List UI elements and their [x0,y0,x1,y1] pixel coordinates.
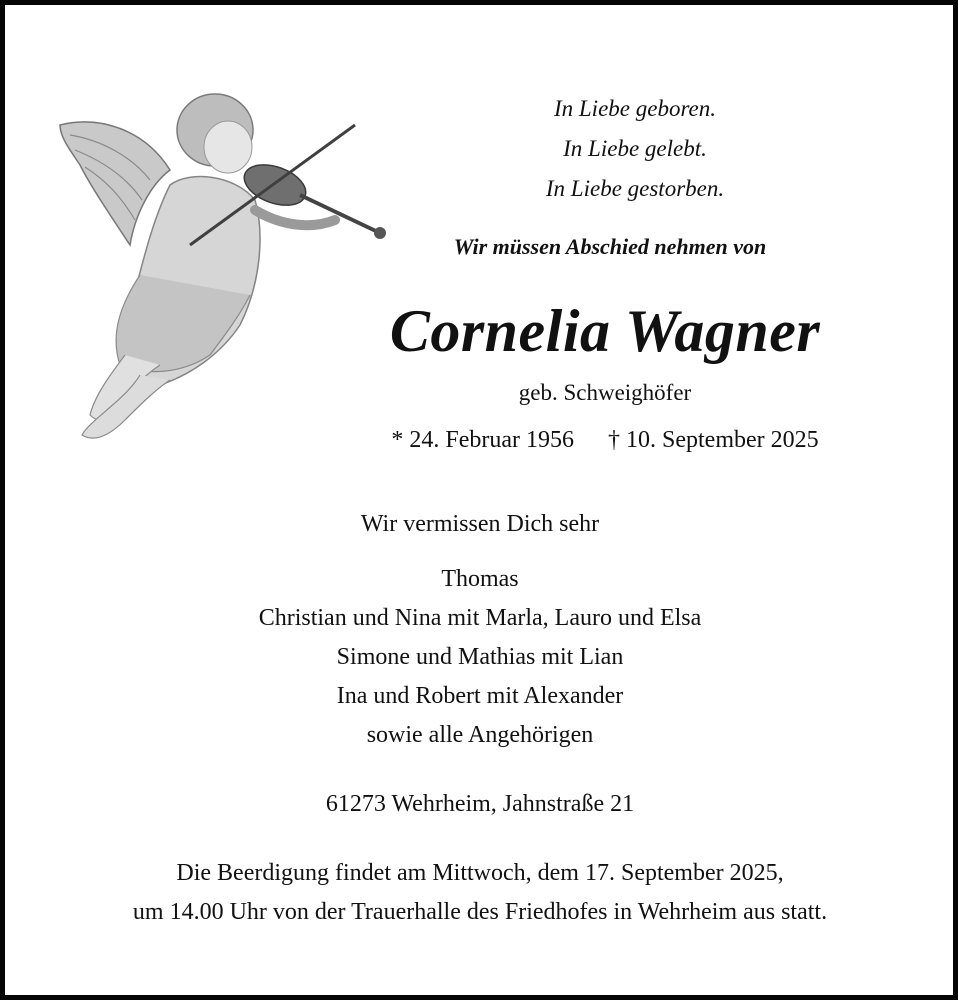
mourner-line: Simone und Mathias mit Lian [336,644,624,670]
angel-violin-illustration [50,75,390,445]
address: 61273 Wehrheim, Jahnstraße 21 [325,791,635,817]
maiden-name: geb. Schweighöfer [518,380,692,405]
funeral-line: Die Beerdigung findet am Mittwoch, dem 17. September 2025, [176,860,784,886]
mourner-line: sowie alle Angehörigen [366,722,594,748]
motto-line: In Liebe gestorben. [545,176,725,201]
funeral-info [45,854,915,932]
mourners-list [155,560,805,755]
birth-date: * 24. Februar 1956 [391,427,574,453]
life-dates [335,427,875,454]
motto [435,89,835,209]
mourner-line: Thomas [441,566,519,592]
motto-line: In Liebe gelebt. [563,136,707,161]
funeral-line: um 14.00 Uhr von der Trauerhalle des Friedhofes in Wehrheim aus statt. [132,899,828,925]
message: Wir vermissen Dich sehr [360,511,600,537]
death-date: † 10. September 2025 [608,427,819,453]
motto-line: In Liebe geboren. [553,96,717,121]
farewell-line: Wir müssen Abschied nehmen von [453,234,767,259]
mourner-line: Ina und Robert mit Alexander [336,683,624,709]
mourner-line: Christian und Nina mit Marla, Lauro und Elsa [258,605,702,631]
deceased-name: Cornelia Wagner [389,298,821,364]
